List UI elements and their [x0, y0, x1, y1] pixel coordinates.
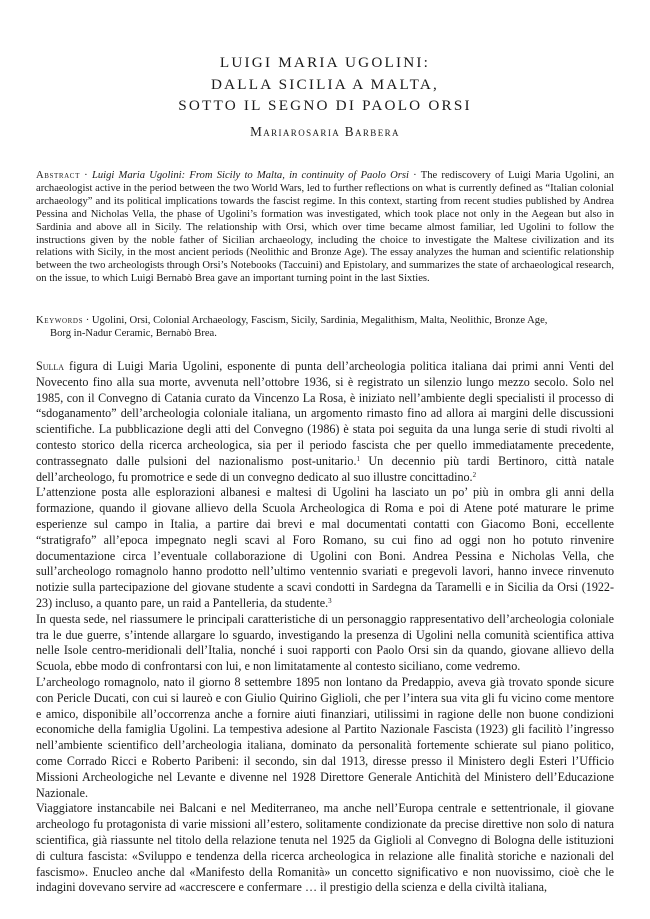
body-paragraph-2 [36, 485, 614, 611]
abstract-separator: · [79, 170, 92, 181]
keywords-list-2: Borg in-Nadur Ceramic, Bernabò Brea. [50, 328, 217, 339]
author-name: Mariarosaria Barbera [250, 124, 400, 139]
footnote-ref-3[interactable]: 3 [328, 596, 332, 605]
abstract-label: Abstract [36, 170, 80, 181]
abstract-text: · The rediscovery of Luigi Maria Ugolini, an archaeologist active in the period between the two World Wars, led to further reflections on what is currently defined as “Italian colonial archaeology” and its political implications towards the fascist regime. In this context, starting from recent studies published by Andrea Pessina and Nicholas Vella, the phase of Ugolini’s formation was investigated, which took place not only in the Aegean but also in Sardinia and above all in Sicily. The relationship with Orsi, which over time became almost familiar, led Ugolini to follow the instructions given by the noble father of Sicilian archaeology, including the choice to investigate the Maltese civilization and its relations with Sicily, in the most ancient periods (Neolithic and Bronze Age). The essay analyzes the human and scientific relationship between the two archeologists through Orsi’s Notebooks (Taccuini) and Epistolary, and summarizes the state of archaeological research, on the issue, to which Luigi Bernabò Brea gave an important turning point in the last Sixties. [36, 170, 615, 285]
title-line-2: DALLA SICILIA A MALTA, [210, 75, 440, 93]
paragraph-text: Un decennio più tardi Bertinoro, città natale dell’archeologo, fu promotrice e sede di un convegno dedicato al suo illustre concittadino. [36, 453, 614, 484]
body-paragraph-4: L’archeologo romagnolo, nato il giorno 8 settembre 1895 non lontano da Predappio, aveva già trovato sponde sicure con Pericle Ducati, con cui si laureò e con Giulio Quirino Giglioli, che per l’intera sua vita gli fu vicino come mentore e amico, disponibile all’occorrenza anche a fornire aiuti finanziari, utilissimi in ragione delle non buone condizioni economiche della famiglia Ugolini. La tempestiva adesione al Partito Nazionale Fascista (1923) gli facilitò l’ingresso nell’ambiente scientifico dell’archeologia italiana, dominato da personalità fortemente schierate sul piano politico, come Corrado Ricci e Roberto Paribeni: il secondo, sin dal 1913, diresse presso il Ministero degli Esteri l’Ufficio Missioni Archeologiche nel Levante e divenne nel 1928 Direttore Generale Antichità del Ministero dell’Educazione Nazionale. [36, 674, 614, 800]
title-line-3: SOTTO IL SEGNO DI PAOLO ORSI [178, 97, 472, 114]
abstract [36, 170, 614, 286]
article-body [36, 359, 614, 896]
body-paragraph-1 [36, 359, 614, 485]
paragraph-text: L’attenzione posta alle esplorazioni albanesi e maltesi di Ugolini ha lasciato un po’ più in ombra gli anni della formazione, quando il giovane allievo della Scuola Archeologica di Roma e poi di Atene poté maturare le prime esperienze sul campo in Italia, a partire dai brevi e mal documentati contatti con Giacomo Boni, eccellente “stratigrafo” all’epoca impegnato negli scavi al Foro Romano, su cui fino ad oggi non ho potuto rinvenire documentazione circa l’eventuale collaborazione di Ugolini con Boni. Andrea Pessina e Nicholas Vella, che sull’archeologo romagnolo hanno prodotto nell’ultimo ventennio svariati e pregevoli lavori, hanno invece rinvenuto notizie sulla partecipazione del giovane studente a scavi condotti in Sardegna da Taramelli e in Sicilia da Orsi (1922-23) incluso, a quanto pare, un raid a Pantelleria, da studente. [36, 485, 614, 610]
title-line-1: LUIGI MARIA UGOLINI: [219, 54, 431, 71]
paragraph-text: figura di Luigi Maria Ugolini, esponente di punta dell’archeologia politica italiana dai primi anni Venti del Novecento fino alla sua morte, avvenuta nell’ottobre 1936, si è registrato un silenzio lungo mezzo secolo. Solo nel 1985, con il Convegno di Catania curato da Vincenzo La Rosa, è iniziato nell’ambiente degli specialisti il processo di “sdoganamento” dell’archeologia coloniale italiana, un argomento rimasto fino ad allora ai margini delle discussioni scientifiche. La pubblicazione degli atti del Convegno (1986) è stata poi seguita da una lunga serie di studi rivolti al contesto storico della ricerca archeologica, sia per il periodo fascista che per quello immediatamente precedente, contrassegnato dalle pulsioni del nazionalismo post-unitario. [36, 359, 614, 468]
body-paragraph-3: In questa sede, nel riassumere le principali caratteristiche di un personaggio rappresentativo dell’archeologia coloniale tra le due guerre, s’intende allargare lo sguardo, investigando la presenza di Ugolini nella comunità scientifica attiva nelle Isole centro-meridionali dell’Italia, nonché i suoi rapporti con Paolo Orsi sin da quando, giovane allievo della Scuola, ebbe modo di confrontarsi con lui, e non limitatamente al contesto siciliano, come vedremo. [36, 611, 614, 674]
abstract-english-title: Luigi Maria Ugolini: From Sicily to Malta, in continuity of Paolo Orsi [91, 170, 409, 181]
article-title [0, 52, 650, 117]
body-paragraph-5: Viaggiatore instancabile nei Balcani e nel Mediterraneo, ma anche nell’Europa centrale e settentrionale, il giovane archeologo fu protagonista di varie missioni all’estero, solitamente condizionate da precise direttive non solo di natura scientifica, già riassunte nel titolo della relazione tenuta nel 1925 da Giglioli al Convegno di Bologna delle istituzioni di cultura fascista: «Sviluppo e tendenza della ricerca archeologica in relazione alle finalità storiche e nazionali del fascismo». Enucleo anche dal «Manifesto della Romanità» un concetto significativo e non nuovissimo, cioè che le indagini dovevano servire ad «accrescere e confermare … il prestigio della scienza e della civiltà italiana, [36, 801, 614, 895]
keywords [36, 314, 614, 340]
footnote-ref-2[interactable]: 2 [472, 470, 477, 479]
paragraph-lead-word: Sulla [36, 359, 65, 373]
footnote-ref-1[interactable]: 1 [356, 454, 360, 463]
keywords-label: Keywords [36, 315, 84, 326]
keywords-list-1: · Ugolini, Orsi, Colonial Archaeology, Fascism, Sicily, Sardinia, Megalithism, Malta, Neolithic, Bronze Age, [83, 315, 548, 326]
